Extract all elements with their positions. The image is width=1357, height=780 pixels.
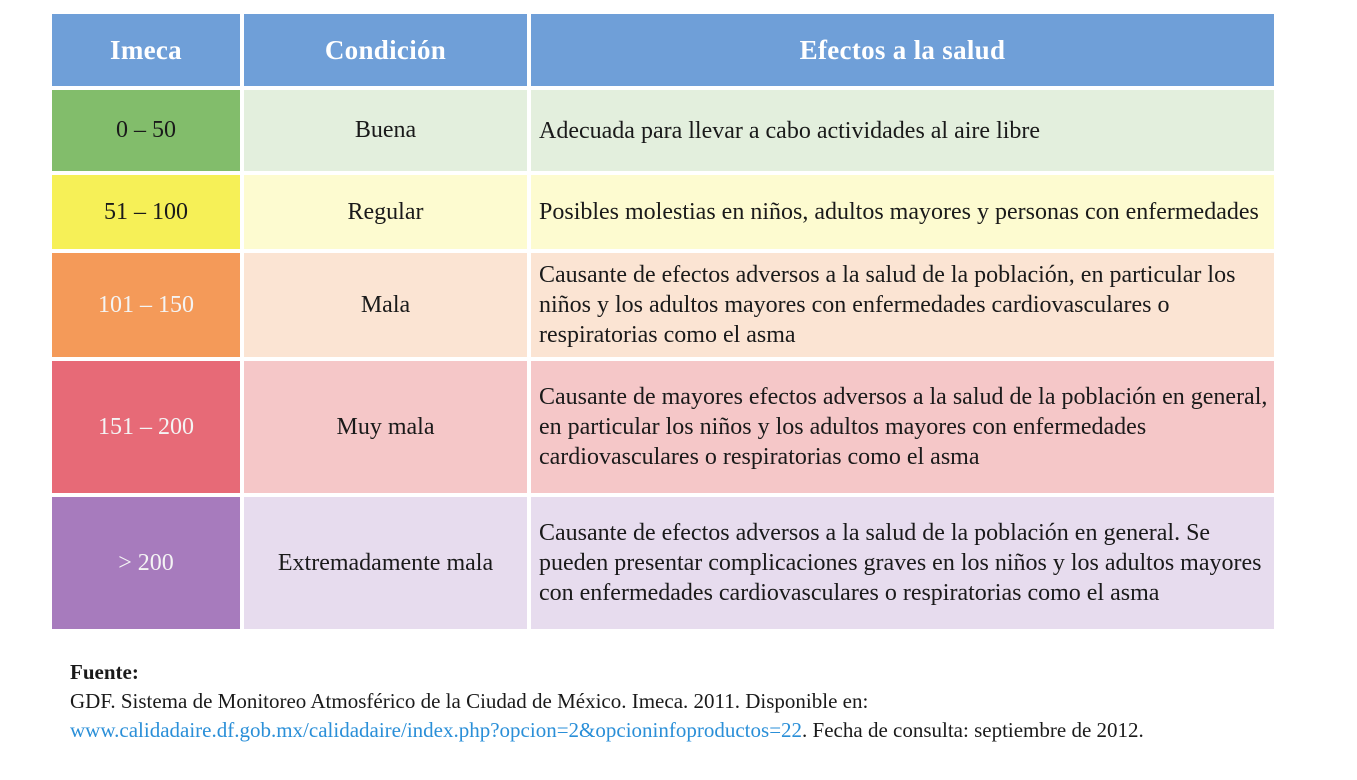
header-efectos: Efectos a la salud <box>531 14 1274 86</box>
health-effects-cell: Adecuada para llevar a cabo actividades al aire libre <box>531 90 1274 171</box>
imeca-table-container <box>52 14 1282 633</box>
header-imeca: Imeca <box>52 14 240 86</box>
imeca-range-cell: > 200 <box>52 497 240 629</box>
source-title: Fuente: <box>70 660 139 684</box>
source-link[interactable]: www.calidadaire.df.gob.mx/calidadaire/index.php?opcion=2&opcioninfoproductos=22 <box>70 718 803 742</box>
table-header-row <box>52 14 1274 86</box>
table-row <box>52 497 1274 629</box>
table-row <box>52 175 1274 249</box>
source-citation <box>70 658 1210 745</box>
header-condicion: Condición <box>244 14 527 86</box>
imeca-range-cell: 151 – 200 <box>52 361 240 493</box>
health-effects-cell: Causante de efectos adversos a la salud de la población en general. Se pueden presentar complicaciones graves en los niños y los adultos mayores con enfermedades cardiovasculares o respiratorias como el asma <box>531 497 1274 629</box>
condition-cell: Muy mala <box>244 361 527 493</box>
condition-cell: Extremadamente mala <box>244 497 527 629</box>
table-row <box>52 361 1274 493</box>
condition-cell: Buena <box>244 90 527 171</box>
condition-cell: Regular <box>244 175 527 249</box>
health-effects-cell: Causante de efectos adversos a la salud de la población, en particular los niños y los adultos mayores con enfermedades cardiovasculares o respiratorias como el asma <box>531 253 1274 357</box>
condition-cell: Mala <box>244 253 527 357</box>
imeca-range-cell: 51 – 100 <box>52 175 240 249</box>
source-text-after: . Fecha de consulta: septiembre de 2012. <box>802 718 1144 742</box>
table-row <box>52 90 1274 171</box>
imeca-range-cell: 0 – 50 <box>52 90 240 171</box>
table-row <box>52 253 1274 357</box>
health-effects-cell: Posibles molestias en niños, adultos mayores y personas con enfermedades <box>531 175 1274 249</box>
imeca-range-cell: 101 – 150 <box>52 253 240 357</box>
source-text-before: GDF. Sistema de Monitoreo Atmosférico de la Ciudad de México. Imeca. 2011. Disponible en: <box>70 689 869 713</box>
source-text <box>70 687 1210 745</box>
imeca-table <box>48 10 1278 633</box>
health-effects-cell: Causante de mayores efectos adversos a la salud de la población en general, en particular los niños y los adultos mayores con enfermedades cardiovasculares o respiratorias como el asma <box>531 361 1274 493</box>
